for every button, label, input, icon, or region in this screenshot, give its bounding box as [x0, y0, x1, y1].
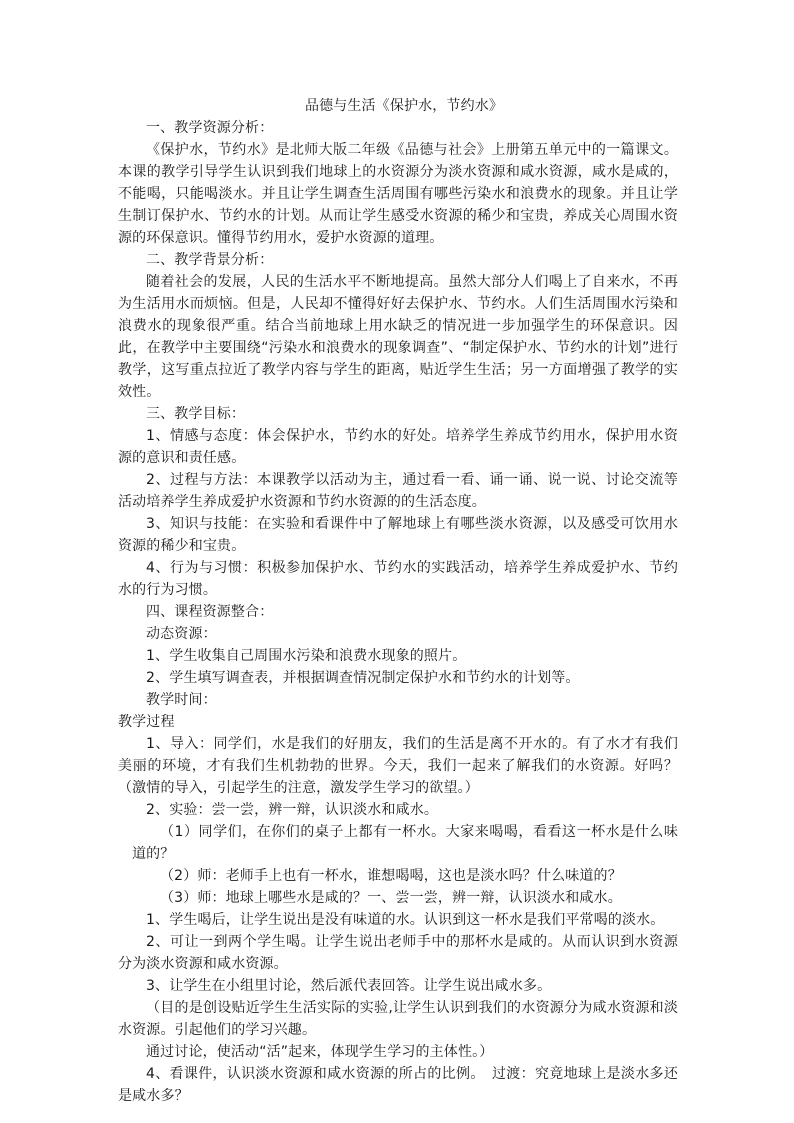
paragraph: 三、教学目标： [146, 406, 246, 422]
paragraph: 一、教学资源分析： [146, 120, 274, 136]
paragraph: 动态资源： [146, 626, 217, 642]
document-title: 品德与生活《保护水，节约水》 [304, 98, 504, 114]
paragraph: 1、导入：同学们，水是我们的好朋友，我们的生活是离不开水的。有了水才有我们美丽的环境，才有我们生机勃勃的世界。今天，我们一起来了解我们的水资源。好吗？（激情的导入，引起学生的注意，激发学生学习的欲望。） [118, 736, 678, 796]
paragraph: 2、过程与方法：本课教学以活动为主，通过看一看、诵一诵、说一说、讨论交流等活动培养学生养成爱护水资源和节约水资源的的生活态度。 [118, 472, 678, 510]
paragraph: 3、知识与技能：在实验和看课件中了解地球上有哪些淡水资源，以及感受可饮用水资源的稀少和宝贵。 [118, 516, 678, 554]
paragraph: 3、让学生在小组里讨论，然后派代表回答。让学生说出咸水多。 [146, 978, 552, 994]
paragraph: （1）同学们，在你们的桌子上都有一杯水。大家来喝喝，看看这一杯水是什么味道的？ [132, 824, 678, 862]
document-page [118, 95, 678, 1107]
paragraph: 2、可让一到两个学生喝。让学生说出老师手中的那杯水是咸的。从而认识到水资源分为淡水资源和咸水资源。 [118, 934, 678, 972]
paragraph: 二、教学背景分析： [146, 252, 274, 268]
paragraph: （2）师：老师手上也有一杯水，谁想喝喝，这也是淡水吗？什么味道的？ [160, 868, 622, 884]
paragraph: 2、学生填写调查表，并根据调查情况制定保护水和节约水的计划等。 [146, 670, 580, 686]
paragraph: （目的是创设贴近学生生活实际的实验,让学生认识到我们的水资源分为咸水资源和淡水资源。引起他们的学习兴趣。 [118, 1000, 678, 1038]
document-body [118, 117, 678, 1107]
paragraph: 1、学生喝后，让学生说出是没有味道的水。认识到这一杯水是我们平常喝的淡水。 [146, 912, 665, 928]
paragraph: 教学过程 [118, 714, 175, 730]
paragraph: 通过讨论，使活动“活”起来，体现学生学习的主体性。） [146, 1044, 494, 1060]
paragraph: 四、课程资源整合： [146, 604, 274, 620]
paragraph: 4、看课件，认识淡水资源和咸水资源的所占的比例。 过渡：究竟地球上是淡水多还是咸水多？ [118, 1066, 678, 1104]
paragraph: 1、学生收集自己周围水污染和浪费水现象的照片。 [146, 648, 467, 664]
paragraph: 1、情感与态度：体会保护水，节约水的好处。培养学生养成节约用水，保护用水资源的意识和责任感。 [118, 428, 678, 466]
paragraph: 《保护水，节约水》是北师大版二年级《品德与社会》上册第五单元中的一篇课文。本课的教学引导学生认识到我们地球上的水资源分为淡水资源和咸水资源，咸水是咸的，不能喝，只能喝淡水。并且让学生调查生活周围有哪些污染水和浪费水的现象。并且让学生制订保护水、节约水的计划。从而让学生感受水资源的稀少和宝贵，养成关心周围水资源的环保意识。懂得节约用水，爱护水资源的道理。 [118, 142, 678, 246]
paragraph: 2、实验：尝一尝，辨一辩，认识淡水和咸水。 [146, 802, 439, 818]
paragraph: 教学时间： [146, 692, 217, 708]
paragraph: （3）师：地球上哪些水是咸的？一、尝一尝，辨一辩，认识淡水和咸水。 [160, 890, 622, 906]
paragraph: 4、行为与习惯：积极参加保护水、节约水的实践活动，培养学生养成爱护水、节约水的行为习惯。 [118, 560, 678, 598]
paragraph: 随着社会的发展，人民的生活水平不断地提高。虽然大部分人们喝上了自来水，不再为生活用水而烦恼。但是，人民却不懂得好好去保护水、节约水。人们生活周围水污染和浪费水的现象很严重。结合当前地球上用水缺乏的情况进一步加强学生的环保意识。因此，在教学中主要围绕“污染水和浪费水的现象调查”、“制定保护水、节约水的计划”进行教学，这写重点拉近了教学内容与学生的距离，贴近学生生活；另一方面增强了教学的实效性。 [118, 274, 678, 400]
